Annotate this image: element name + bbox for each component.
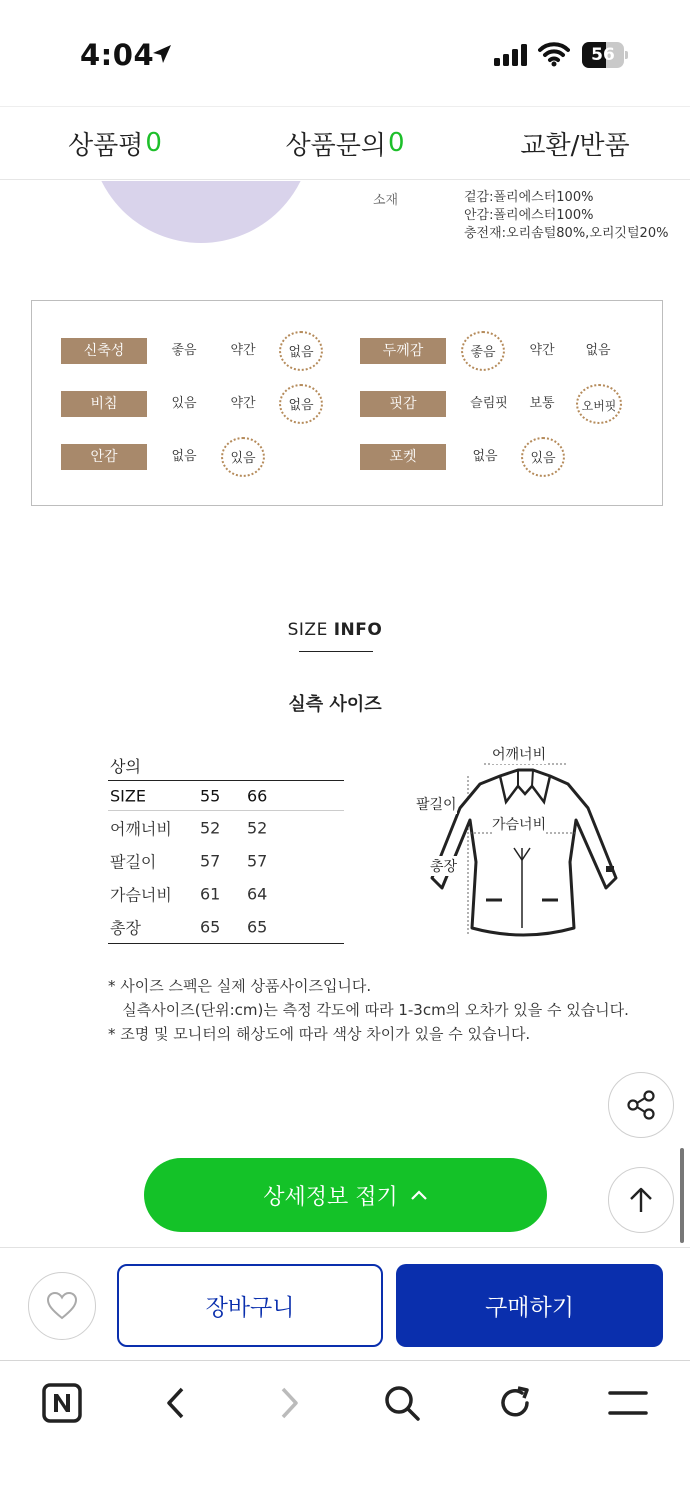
- arrow-up-icon: [626, 1185, 656, 1215]
- product-image: [80, 181, 320, 251]
- reload-icon: [496, 1384, 534, 1422]
- table-header-row: [108, 781, 344, 811]
- material-line: 겉감:폴리에스터100%: [464, 190, 594, 205]
- table-row: [108, 844, 344, 877]
- product-tab-bar: [0, 106, 690, 180]
- heading-underline: [299, 651, 373, 652]
- property-option: 좋음: [171, 343, 197, 358]
- property-option: 약간: [230, 343, 256, 358]
- chevron-up-icon: [410, 1189, 428, 1201]
- material-line: 안감:폴리에스터100%: [464, 208, 594, 223]
- table-cell: 64: [247, 884, 268, 903]
- tab-count: 0: [387, 128, 405, 158]
- table-cell: 65: [247, 917, 268, 936]
- table-cell: 가슴너비: [110, 885, 172, 904]
- material-label: 소재: [373, 193, 399, 208]
- property-label: 안감: [61, 444, 147, 470]
- share-icon: [624, 1088, 658, 1122]
- tab-count: 0: [145, 128, 162, 158]
- size-table: [108, 780, 344, 944]
- table-cell: 팔길이: [110, 852, 157, 871]
- property-option: 슬림핏: [470, 396, 508, 411]
- status-time: 4:04: [80, 38, 155, 72]
- scroll-indicator[interactable]: [680, 1148, 684, 1243]
- jacket-size-diagram: [408, 738, 640, 958]
- search-icon: [383, 1384, 421, 1422]
- table-header-cell: SIZE: [110, 786, 146, 805]
- material-line: 충전재:오리솜털80%,오리깃털20%: [464, 226, 669, 241]
- battery-icon: [582, 42, 628, 68]
- wifi-icon: [538, 41, 570, 67]
- back-button[interactable]: [154, 1381, 198, 1425]
- tab-inquiries[interactable]: [230, 107, 460, 179]
- diagram-label-sleeve: 팔길이: [416, 794, 457, 814]
- jacket-outline: [408, 738, 640, 958]
- battery-level: 56: [591, 45, 615, 65]
- size-heading-bold: INFO: [333, 620, 383, 640]
- property-option-selected: 오버핏: [576, 384, 622, 424]
- size-table-title: 상의: [110, 757, 141, 776]
- property-option-selected: 있음: [221, 437, 265, 477]
- back-icon: [164, 1385, 188, 1421]
- note-line: * 조명 및 모니터의 해상도에 따라 색상 차이가 있을 수 있습니다.: [108, 1025, 531, 1043]
- property-option-selected: 좋음: [461, 331, 505, 371]
- table-row: [108, 877, 344, 910]
- table-cell: 52: [247, 818, 268, 837]
- search-button[interactable]: [380, 1381, 424, 1425]
- table-row: [108, 910, 344, 943]
- browser-toolbar: [0, 1360, 690, 1500]
- table-header-cell: 66: [247, 786, 268, 805]
- product-properties-box: [31, 300, 663, 506]
- diagram-label-shoulder: 어깨너비: [492, 744, 546, 764]
- table-cell: 61: [200, 884, 221, 903]
- diagram-label-chest: 가슴너비: [492, 814, 546, 834]
- tab-label: 상품문의: [285, 130, 386, 161]
- material-lines: [464, 189, 668, 243]
- property-label: 비침: [61, 391, 147, 417]
- menu-icon: [608, 1389, 648, 1417]
- property-label: 포켓: [360, 444, 446, 470]
- property-option: 약간: [230, 396, 256, 411]
- diagram-label-length: 총장: [430, 856, 457, 876]
- note-line: 실측사이즈(단위:cm)는 측정 각도에 따라 1-3cm의 오차가 있을 수 있습니다.: [108, 1001, 629, 1019]
- table-cell: 57: [200, 851, 221, 870]
- collapse-label: 상세정보 접기: [263, 1184, 398, 1210]
- real-size-subtitle: 실측 사이즈: [288, 694, 382, 715]
- location-arrow-icon: [150, 42, 174, 66]
- status-bar: [0, 0, 690, 105]
- property-label: 신축성: [61, 338, 147, 364]
- table-cell: 어깨너비: [110, 819, 172, 838]
- forward-button[interactable]: [267, 1381, 311, 1425]
- property-option: 없음: [171, 449, 197, 464]
- property-option: 보통: [529, 396, 555, 411]
- table-row: [108, 811, 344, 844]
- wishlist-button[interactable]: [28, 1272, 96, 1340]
- purchase-bar: [0, 1247, 690, 1360]
- table-header-cell: 55: [200, 786, 221, 805]
- signal-icon: [494, 44, 528, 66]
- table-cell: 총장: [110, 918, 141, 937]
- menu-button[interactable]: [606, 1381, 650, 1425]
- size-heading-light: SIZE: [287, 620, 328, 640]
- table-cell: 57: [247, 851, 268, 870]
- naver-n-icon: [42, 1383, 82, 1423]
- tab-exchange-return[interactable]: [460, 107, 690, 179]
- tab-label: 교환/반품: [520, 130, 630, 161]
- table-cell: 65: [200, 917, 221, 936]
- tab-label: 상품평: [68, 130, 144, 161]
- heart-icon: [46, 1291, 78, 1321]
- property-label: 핏감: [360, 391, 446, 417]
- property-label: 두께감: [360, 338, 446, 364]
- share-button[interactable]: [608, 1072, 674, 1138]
- note-line: * 사이즈 스펙은 실제 상품사이즈입니다.: [108, 977, 372, 995]
- property-option-selected: 없음: [279, 331, 323, 371]
- property-option-selected: 없음: [279, 384, 323, 424]
- forward-icon: [277, 1385, 301, 1421]
- tab-reviews[interactable]: [0, 107, 230, 179]
- property-option-selected: 있음: [521, 437, 565, 477]
- naver-home-button[interactable]: [40, 1381, 84, 1425]
- table-cell: 52: [200, 818, 221, 837]
- property-option: 없음: [585, 343, 611, 358]
- collapse-details-button[interactable]: [144, 1158, 547, 1232]
- add-to-cart-button[interactable]: 장바구니: [117, 1264, 383, 1347]
- size-info-heading: [0, 620, 670, 640]
- property-option: 있음: [171, 396, 197, 411]
- reload-button[interactable]: [493, 1381, 537, 1425]
- property-option: 약간: [529, 343, 555, 358]
- buy-now-button[interactable]: 구매하기: [396, 1264, 663, 1347]
- size-notes: [108, 974, 629, 1046]
- scroll-top-button[interactable]: [608, 1167, 674, 1233]
- property-option: 없음: [472, 449, 498, 464]
